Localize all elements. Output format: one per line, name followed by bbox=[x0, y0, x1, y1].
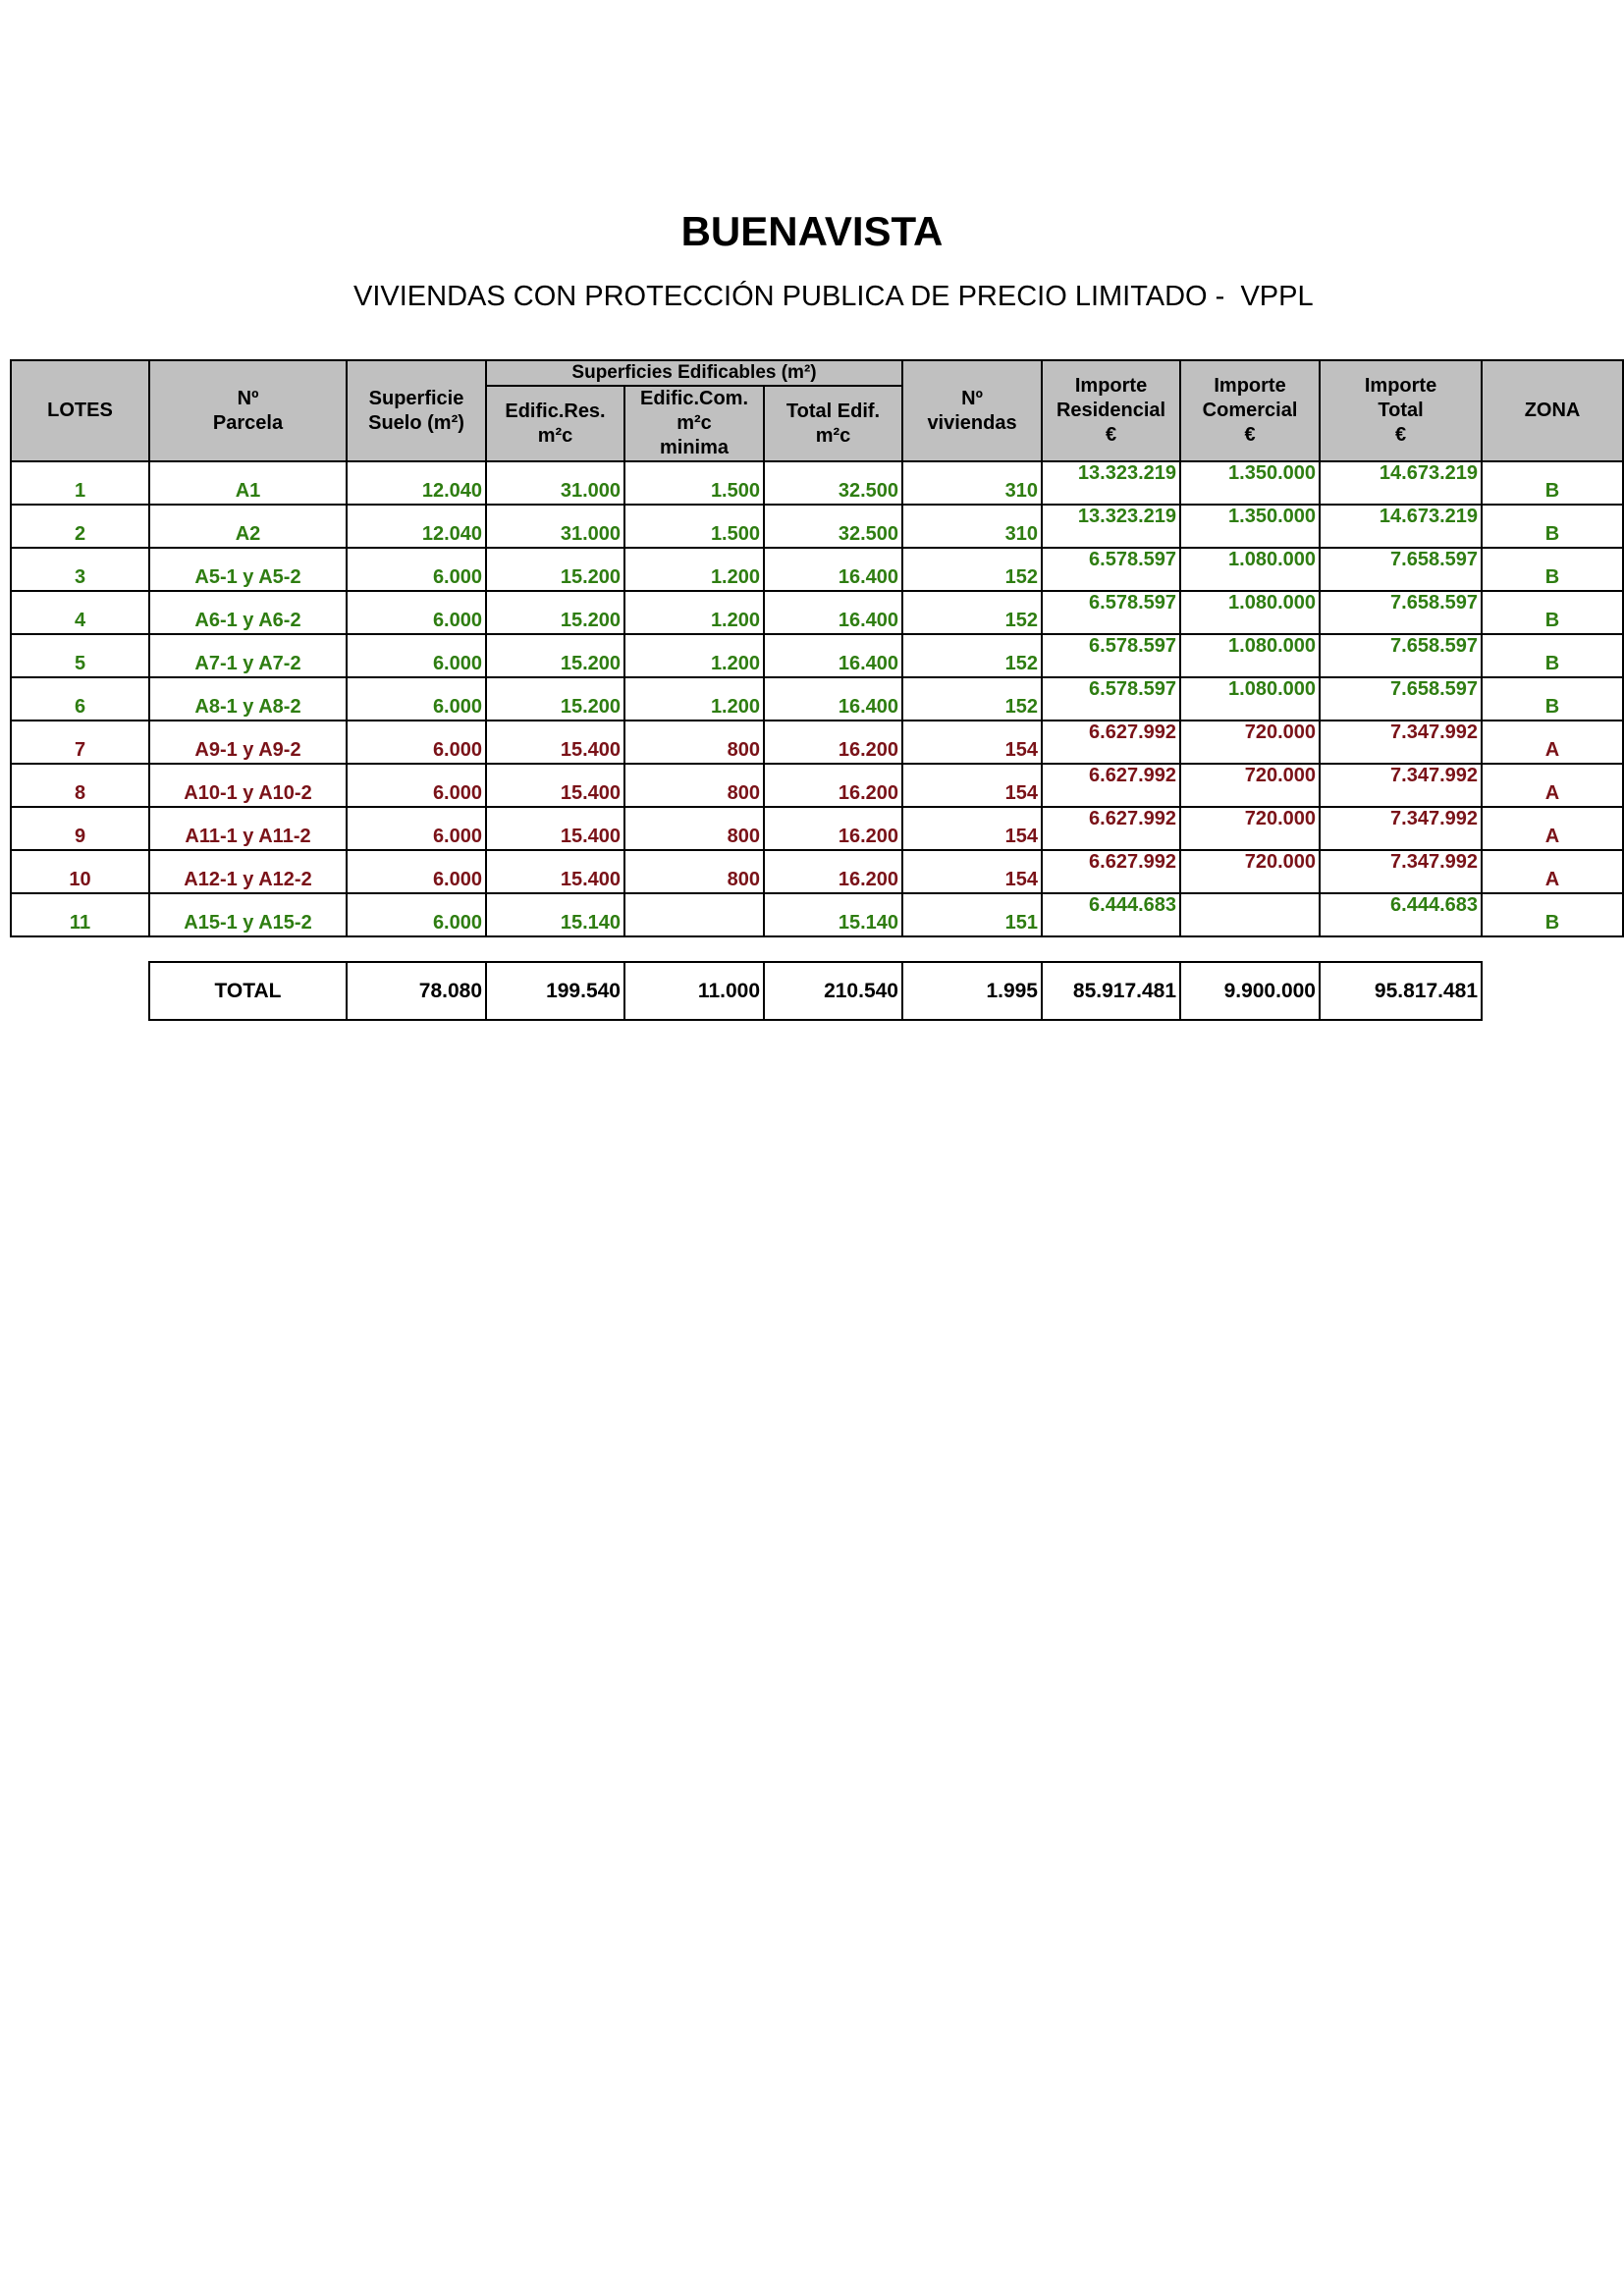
cell-lote: 4 bbox=[11, 591, 149, 634]
table-row bbox=[11, 850, 1623, 893]
cell-parcela: A15-1 y A15-2 bbox=[149, 893, 347, 936]
cell-edific-com: 1.200 bbox=[624, 634, 764, 677]
totals-importe-comercial: 9.900.000 bbox=[1180, 962, 1320, 1020]
cell-importe-comercial: 1.080.000 bbox=[1180, 677, 1320, 721]
table-row bbox=[11, 893, 1623, 936]
cell-edific-com: 1.200 bbox=[624, 548, 764, 591]
cell-importe-total: 7.658.597 bbox=[1320, 677, 1482, 721]
cell-viviendas: 152 bbox=[902, 548, 1042, 591]
cell-importe-residencial: 6.627.992 bbox=[1042, 850, 1180, 893]
cell-superficie-suelo: 12.040 bbox=[347, 505, 486, 548]
cell-parcela: A5-1 y A5-2 bbox=[149, 548, 347, 591]
header-edific-com: Edific.Com. m²c minima bbox=[624, 386, 764, 461]
cell-importe-total: 7.347.992 bbox=[1320, 721, 1482, 764]
cell-parcela: A12-1 y A12-2 bbox=[149, 850, 347, 893]
cell-importe-total: 6.444.683 bbox=[1320, 893, 1482, 936]
cell-importe-comercial: 720.000 bbox=[1180, 850, 1320, 893]
table-row bbox=[11, 721, 1623, 764]
table-row bbox=[11, 461, 1623, 505]
cell-parcela: A11-1 y A11-2 bbox=[149, 807, 347, 850]
totals-com: 11.000 bbox=[624, 962, 764, 1020]
cell-viviendas: 152 bbox=[902, 634, 1042, 677]
cell-superficie-suelo: 6.000 bbox=[347, 850, 486, 893]
cell-total-edif: 15.140 bbox=[764, 893, 902, 936]
cell-parcela: A8-1 y A8-2 bbox=[149, 677, 347, 721]
cell-edific-res: 15.400 bbox=[486, 764, 624, 807]
cell-zona: A bbox=[1482, 850, 1623, 893]
cell-lote: 2 bbox=[11, 505, 149, 548]
cell-superficie-suelo: 12.040 bbox=[347, 461, 486, 505]
cell-edific-com: 800 bbox=[624, 807, 764, 850]
cell-importe-total: 7.658.597 bbox=[1320, 591, 1482, 634]
header-superficie-suelo: Superficie Suelo (m²) bbox=[347, 360, 486, 461]
cell-edific-res: 15.200 bbox=[486, 677, 624, 721]
table-row bbox=[11, 505, 1623, 548]
cell-superficie-suelo: 6.000 bbox=[347, 634, 486, 677]
cell-importe-comercial bbox=[1180, 893, 1320, 936]
cell-importe-comercial: 1.350.000 bbox=[1180, 461, 1320, 505]
cell-parcela: A7-1 y A7-2 bbox=[149, 634, 347, 677]
header-total-edif: Total Edif. m²c bbox=[764, 386, 902, 461]
totals-label: TOTAL bbox=[149, 962, 347, 1020]
cell-lote: 9 bbox=[11, 807, 149, 850]
cell-importe-comercial: 1.080.000 bbox=[1180, 634, 1320, 677]
cell-parcela: A1 bbox=[149, 461, 347, 505]
cell-importe-residencial: 6.578.597 bbox=[1042, 677, 1180, 721]
cell-importe-comercial: 720.000 bbox=[1180, 721, 1320, 764]
header-importe-residencial: Importe Residencial € bbox=[1042, 360, 1180, 461]
cell-importe-residencial: 13.323.219 bbox=[1042, 505, 1180, 548]
cell-zona: A bbox=[1482, 764, 1623, 807]
cell-edific-res: 31.000 bbox=[486, 505, 624, 548]
table-row bbox=[11, 807, 1623, 850]
cell-edific-com: 1.500 bbox=[624, 461, 764, 505]
cell-parcela: A6-1 y A6-2 bbox=[149, 591, 347, 634]
totals-table bbox=[148, 961, 1483, 1021]
header-zona: ZONA bbox=[1482, 360, 1623, 461]
totals-res: 199.540 bbox=[486, 962, 624, 1020]
cell-viviendas: 154 bbox=[902, 764, 1042, 807]
cell-total-edif: 16.200 bbox=[764, 721, 902, 764]
cell-importe-residencial: 6.627.992 bbox=[1042, 721, 1180, 764]
totals-suelo: 78.080 bbox=[347, 962, 486, 1020]
cell-zona: A bbox=[1482, 807, 1623, 850]
cell-parcela: A10-1 y A10-2 bbox=[149, 764, 347, 807]
cell-total-edif: 32.500 bbox=[764, 505, 902, 548]
table-row bbox=[11, 677, 1623, 721]
cell-total-edif: 16.400 bbox=[764, 677, 902, 721]
cell-edific-com: 1.500 bbox=[624, 505, 764, 548]
cell-total-edif: 16.400 bbox=[764, 548, 902, 591]
cell-importe-total: 7.658.597 bbox=[1320, 634, 1482, 677]
cell-edific-res: 15.400 bbox=[486, 721, 624, 764]
cell-lote: 10 bbox=[11, 850, 149, 893]
table-row bbox=[11, 591, 1623, 634]
lots-table bbox=[10, 359, 1624, 937]
cell-superficie-suelo: 6.000 bbox=[347, 548, 486, 591]
cell-edific-res: 15.400 bbox=[486, 807, 624, 850]
cell-importe-total: 14.673.219 bbox=[1320, 505, 1482, 548]
cell-importe-comercial: 1.350.000 bbox=[1180, 505, 1320, 548]
cell-superficie-suelo: 6.000 bbox=[347, 591, 486, 634]
cell-superficie-suelo: 6.000 bbox=[347, 807, 486, 850]
cell-zona: B bbox=[1482, 591, 1623, 634]
cell-edific-res: 15.400 bbox=[486, 850, 624, 893]
totals-importe-total: 95.817.481 bbox=[1320, 962, 1482, 1020]
cell-importe-residencial: 6.444.683 bbox=[1042, 893, 1180, 936]
cell-superficie-suelo: 6.000 bbox=[347, 764, 486, 807]
cell-total-edif: 16.400 bbox=[764, 591, 902, 634]
cell-importe-total: 7.347.992 bbox=[1320, 807, 1482, 850]
table-row bbox=[11, 764, 1623, 807]
totals-row bbox=[149, 962, 1482, 1020]
cell-lote: 8 bbox=[11, 764, 149, 807]
header-edific-res: Edific.Res. m²c bbox=[486, 386, 624, 461]
cell-importe-total: 7.658.597 bbox=[1320, 548, 1482, 591]
page-subtitle: VIVIENDAS CON PROTECCIÓN PUBLICA DE PRECIO LIMITADO - VPPL bbox=[353, 281, 1314, 312]
cell-edific-com: 1.200 bbox=[624, 677, 764, 721]
cell-edific-com: 1.200 bbox=[624, 591, 764, 634]
header-importe-total: Importe Total € bbox=[1320, 360, 1482, 461]
cell-viviendas: 154 bbox=[902, 807, 1042, 850]
table-row bbox=[11, 548, 1623, 591]
cell-importe-residencial: 13.323.219 bbox=[1042, 461, 1180, 505]
page-title: BUENAVISTA bbox=[680, 208, 944, 254]
cell-viviendas: 152 bbox=[902, 677, 1042, 721]
cell-importe-comercial: 1.080.000 bbox=[1180, 548, 1320, 591]
cell-edific-res: 15.200 bbox=[486, 548, 624, 591]
cell-lote: 3 bbox=[11, 548, 149, 591]
cell-total-edif: 16.200 bbox=[764, 850, 902, 893]
cell-zona: B bbox=[1482, 893, 1623, 936]
header-viviendas: Nº viviendas bbox=[902, 360, 1042, 461]
cell-importe-comercial: 720.000 bbox=[1180, 807, 1320, 850]
cell-parcela: A9-1 y A9-2 bbox=[149, 721, 347, 764]
header-parcela: Nº Parcela bbox=[149, 360, 347, 461]
cell-viviendas: 152 bbox=[902, 591, 1042, 634]
cell-lote: 11 bbox=[11, 893, 149, 936]
cell-zona: B bbox=[1482, 677, 1623, 721]
cell-superficie-suelo: 6.000 bbox=[347, 677, 486, 721]
cell-edific-res: 15.200 bbox=[486, 634, 624, 677]
cell-viviendas: 154 bbox=[902, 721, 1042, 764]
cell-edific-res: 15.140 bbox=[486, 893, 624, 936]
cell-edific-com: 800 bbox=[624, 764, 764, 807]
cell-importe-total: 7.347.992 bbox=[1320, 850, 1482, 893]
header-group-superficies: Superficies Edificables (m²) bbox=[486, 360, 902, 386]
cell-importe-residencial: 6.578.597 bbox=[1042, 591, 1180, 634]
cell-zona: B bbox=[1482, 461, 1623, 505]
cell-parcela: A2 bbox=[149, 505, 347, 548]
totals-importe-residencial: 85.917.481 bbox=[1042, 962, 1180, 1020]
cell-importe-residencial: 6.627.992 bbox=[1042, 807, 1180, 850]
cell-lote: 5 bbox=[11, 634, 149, 677]
totals-total-edif: 210.540 bbox=[764, 962, 902, 1020]
cell-importe-total: 14.673.219 bbox=[1320, 461, 1482, 505]
cell-superficie-suelo: 6.000 bbox=[347, 893, 486, 936]
cell-viviendas: 310 bbox=[902, 461, 1042, 505]
cell-importe-total: 7.347.992 bbox=[1320, 764, 1482, 807]
cell-edific-com: 800 bbox=[624, 721, 764, 764]
cell-edific-res: 15.200 bbox=[486, 591, 624, 634]
table-row bbox=[11, 634, 1623, 677]
cell-importe-comercial: 720.000 bbox=[1180, 764, 1320, 807]
cell-zona: B bbox=[1482, 505, 1623, 548]
cell-viviendas: 154 bbox=[902, 850, 1042, 893]
cell-superficie-suelo: 6.000 bbox=[347, 721, 486, 764]
cell-importe-residencial: 6.578.597 bbox=[1042, 634, 1180, 677]
totals-viviendas: 1.995 bbox=[902, 962, 1042, 1020]
cell-edific-res: 31.000 bbox=[486, 461, 624, 505]
cell-importe-residencial: 6.578.597 bbox=[1042, 548, 1180, 591]
cell-lote: 7 bbox=[11, 721, 149, 764]
cell-lote: 6 bbox=[11, 677, 149, 721]
cell-importe-residencial: 6.627.992 bbox=[1042, 764, 1180, 807]
cell-total-edif: 16.200 bbox=[764, 807, 902, 850]
cell-importe-comercial: 1.080.000 bbox=[1180, 591, 1320, 634]
header-lotes: LOTES bbox=[11, 360, 149, 461]
cell-lote: 1 bbox=[11, 461, 149, 505]
cell-total-edif: 16.200 bbox=[764, 764, 902, 807]
cell-viviendas: 151 bbox=[902, 893, 1042, 936]
cell-edific-com bbox=[624, 893, 764, 936]
cell-viviendas: 310 bbox=[902, 505, 1042, 548]
cell-zona: B bbox=[1482, 634, 1623, 677]
header-importe-comercial: Importe Comercial € bbox=[1180, 360, 1320, 461]
cell-zona: A bbox=[1482, 721, 1623, 764]
lots-table-body bbox=[11, 461, 1623, 936]
cell-total-edif: 16.400 bbox=[764, 634, 902, 677]
cell-edific-com: 800 bbox=[624, 850, 764, 893]
cell-total-edif: 32.500 bbox=[764, 461, 902, 505]
cell-zona: B bbox=[1482, 548, 1623, 591]
